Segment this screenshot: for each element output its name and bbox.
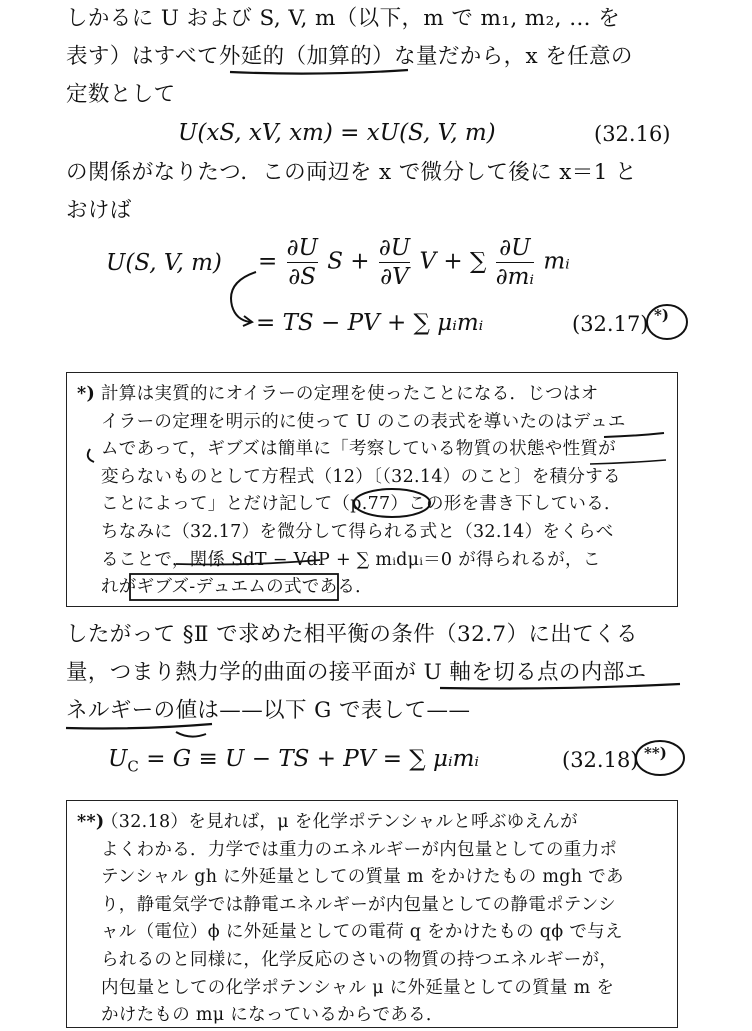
eq17-den-2: ∂V [380,264,409,290]
eq17-den-1: ∂S [288,264,317,290]
equation-number-32-17: (32.17) [572,312,649,336]
equation-number-32-18: (32.18) [562,748,639,772]
paragraph-1-line-3: 定数として [66,82,176,107]
fraction-dU-dS [287,234,318,291]
footnote-1-line-4: 変らないものとして方程式（12）〔（32.14）のこと〕を積分する [101,466,621,487]
footnote-2-line-5: ャル（電位）ϕ に外延量としての電荷 q をかけたもの qϕ で与え [101,922,623,943]
eq17-term-S: S + [327,248,370,275]
equation-32-17-lhs: U(S, V, m) [106,250,222,276]
eq18-lhs-subscript: C [127,757,139,776]
paragraph-1-line-2: 表す）はすべて外延的（加算的）な量だから，x を任意の [66,44,633,69]
footnote-2-line-3: テンシャル gh に外延量としての質量 m をかけたもの mgh であ [101,867,624,888]
eq17-num-2: ∂U [378,235,411,261]
eq17-num-3: ∂U [499,235,531,261]
equation-32-16: U(xS, xV, xm) = xU(S, V, m) [178,120,496,146]
footnote-1-line-7: ることで，関係 SdT − VdP + ∑ mᵢdμᵢ＝0 が得られるが，こ [101,549,601,570]
paragraph-2-line-1: の関係がなりたつ．この両辺を x で微分して後に x＝1 と [66,160,637,185]
footnote-box-1 [66,372,678,607]
eq17-term-mi: mᵢ [543,248,570,275]
footnote-1-line-1: 計算は実質的にオイラーの定理を使ったことになる．じつはオ [101,384,599,404]
footnote-1-line-8: れがギブズ‐デュエムの式である． [101,577,373,598]
footnote-2-mark: **) [77,812,105,832]
eq17-den-3: ∂mᵢ [495,264,535,290]
equation-32-17-line-1 [258,234,570,291]
fraction-dU-dV [379,234,410,291]
footnote-1-mark: *) [77,384,96,404]
footnote-mark-2: **) [644,744,667,762]
tick-value [176,732,206,737]
footnote-1-line-3: ムであって，ギブズは簡単に「考察している物質の状態や性質が [101,439,616,460]
footnote-1-line-6: ちなみに（32.17）を微分して得られる式と（32.14）をくらべ [101,521,614,542]
footnote-1-line-5: ことによって」とだけ記して（p.77）この形を書き下している． [101,494,622,515]
paragraph-3-line-1: したがって §Ⅱ で求めた相平衡の条件（32.7）に出てくる [66,622,638,647]
footnote-1-line-2: イラーの定理を明示的に使って U のこの表式を導いたのはデュエ [101,411,626,432]
eq17-term-V: V + ∑ [419,248,487,275]
paragraph-3-line-2: 量，つまり熱力学的曲面の接平面が U 軸を切る点の内部エ [66,660,647,685]
eq17-num-1: ∂U [286,235,318,261]
fraction-dU-dmi [496,234,534,291]
footnote-2-line-7: 内包量としての化学ポテンシャル μ に外延量としての質量 m を [101,977,615,998]
equation-32-18 [108,746,479,776]
eq18-rest: = G ≡ U − TS + PV = ∑ μᵢmᵢ [146,746,480,772]
footnote-2-line-2: よくわかる．力学では重力のエネルギーが内包量としての重力ポ [101,839,618,860]
equation-32-17-line-2: = TS − PV + ∑ μᵢmᵢ [256,310,484,336]
footnote-2-line-1: （32.18）を見れば，μ を化学ポテンシャルと呼ぶゆえんが [101,812,578,832]
paragraph-3-line-3: ネルギーの値は——以下 G で表して—— [66,698,471,723]
footnote-mark-1: *) [654,306,669,324]
eq17-equals: = [258,248,278,275]
footnote-2-line-8: かけたもの mμ になっているからである． [101,1005,444,1026]
arrow-head [243,316,252,326]
footnote-2-line-6: られるのと同様に，化学反応のさいの物質の持つエネルギーが， [101,949,618,970]
equation-number-32-16: (32.16) [594,122,671,146]
footnote-box-2 [66,800,678,1028]
footnote-2-line-4: り，静電気学では静電エネルギーが内包量としての静電ポテンシ [101,894,616,915]
paragraph-1-line-1: しかるに U および S, V, m（以下，m で m₁, m₂, … を [66,6,621,31]
paragraph-2-line-2: おけば [66,198,132,223]
arrow-curve [231,272,256,322]
eq18-lhs: U [108,746,128,772]
